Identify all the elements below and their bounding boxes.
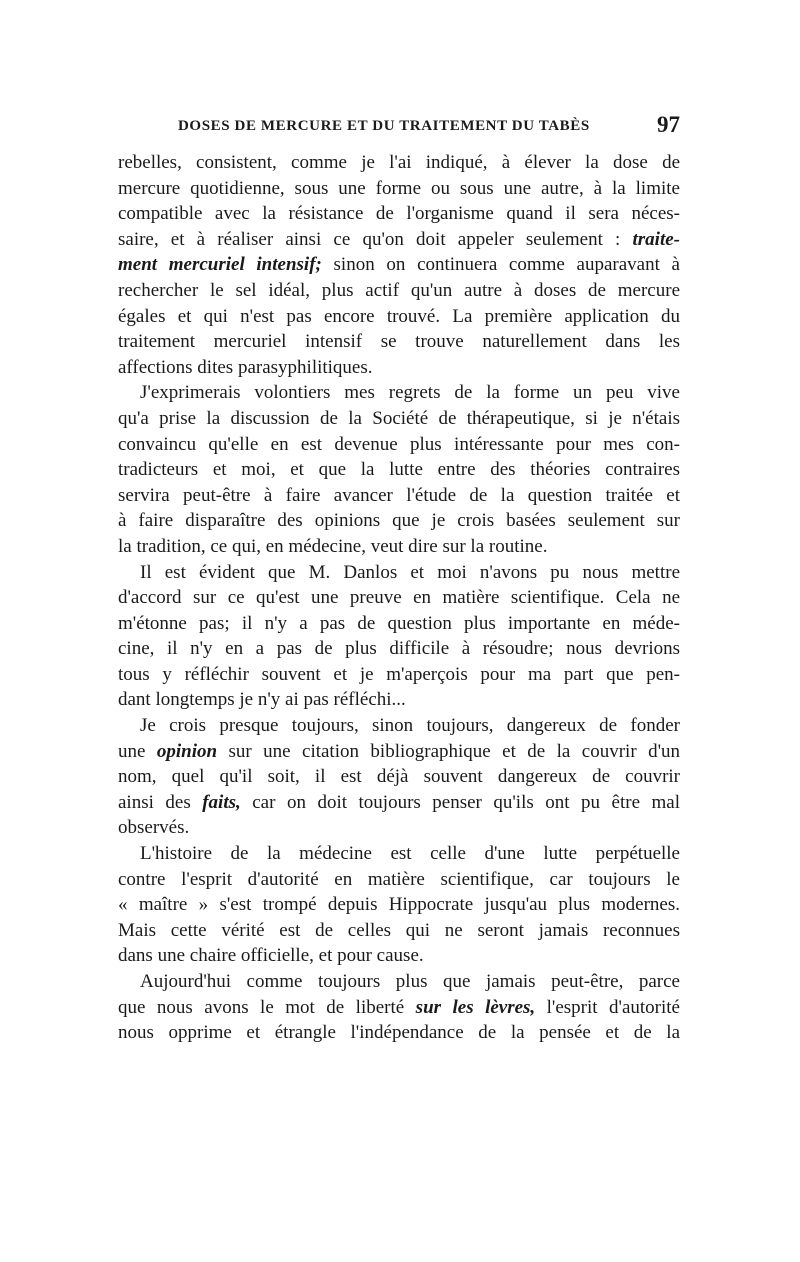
- text-line: nous opprime et étrangle l'indépendance de la pensée et de la: [118, 1022, 680, 1044]
- italic-term: sur les lèvres,: [415, 996, 536, 1018]
- text-line: que nous avons le mot de liberté sur les lèvres, l'esprit d'autorité: [118, 996, 680, 1018]
- text-line: rechercher le sel idéal, plus actif qu'un autre à doses de mercure: [118, 279, 680, 301]
- italic-term: ment mercuriel intensif;: [118, 254, 322, 276]
- text-line: qu'a prise la discussion de la Société de thérapeutique, si je n'étais: [118, 407, 680, 429]
- text-line: dans une chaire officielle, et pour cause.: [118, 945, 424, 967]
- text-line: d'accord sur ce qu'est une preuve en matière scientifique. Cela ne: [118, 587, 680, 609]
- text-line: ainsi des faits, car on doit toujours penser qu'ils ont pu être mal: [118, 791, 680, 813]
- text-line: ment mercuriel intensif; sinon on continuera comme auparavant à: [118, 254, 680, 276]
- text-line: m'étonne pas; il n'y a pas de question plus importante en méde-: [118, 612, 680, 634]
- text-line: la tradition, ce qui, en médecine, veut dire sur la routine.: [118, 535, 548, 557]
- text-line: compatible avec la résistance de l'organisme quand il sera néces-: [118, 203, 680, 225]
- text-line: égales et qui n'est pas encore trouvé. La première application du: [118, 305, 680, 327]
- text-line: L'histoire de la médecine est celle d'une lutte perpétuelle: [140, 843, 680, 865]
- text-line: saire, et à réaliser ainsi ce qu'on doit appeler seulement : traite-: [118, 228, 680, 250]
- text-line: convaincu qu'elle en est devenue plus intéressante pour mes con-: [118, 433, 680, 455]
- book-page: [118, 112, 680, 1046]
- text-line: J'exprimerais volontiers mes regrets de la forme un peu vive: [140, 382, 680, 404]
- body-text: [118, 150, 680, 1046]
- page-header: [118, 112, 680, 142]
- text-line: affections dites parasyphilitiques.: [118, 356, 373, 378]
- text-line: à faire disparaître des opinions que je crois basées seulement sur: [118, 510, 680, 532]
- text-line: tradicteurs et moi, et que la lutte entre des théories contraires: [118, 459, 680, 481]
- text-line: Mais cette vérité est de celles qui ne seront jamais reconnues: [118, 919, 680, 941]
- text-line: observés.: [118, 817, 190, 839]
- text-line: tous y réfléchir souvent et je m'aperçois pour ma part que pen-: [118, 663, 680, 685]
- italic-term: opinion: [156, 740, 218, 762]
- text-line: « maître » s'est trompé depuis Hippocrate jusqu'au plus modernes.: [118, 894, 680, 916]
- text-line: contre l'esprit d'autorité en matière scientifique, car toujours le: [118, 868, 680, 890]
- text-line: Je crois presque toujours, sinon toujours, dangereux de fonder: [140, 715, 680, 737]
- text-line: servira peut-être à faire avancer l'étude de la question traitée et: [118, 484, 680, 506]
- italic-term: faits,: [202, 791, 241, 813]
- text-line: traitement mercuriel intensif se trouve naturellement dans les: [118, 331, 680, 353]
- running-head: DOSES DE MERCURE ET DU TRAITEMENT DU TABÈS: [178, 118, 590, 134]
- page-number: 97: [657, 112, 680, 137]
- text-line: une opinion sur une citation bibliographique et de la couvrir d'un: [118, 740, 681, 762]
- italic-term: traite-: [632, 228, 680, 250]
- text-line: Il est évident que M. Danlos et moi n'avons pu nous mettre: [140, 561, 680, 583]
- text-line: mercure quotidienne, sous une forme ou sous une autre, à la limite: [118, 177, 680, 199]
- text-line: Aujourd'hui comme toujours plus que jamais peut-être, parce: [140, 971, 680, 992]
- text-line: nom, quel qu'il soit, il est déjà souvent dangereux de couvrir: [118, 766, 680, 788]
- text-line: cine, il n'y en a pas de plus difficile à résoudre; nous devrions: [118, 638, 680, 660]
- text-line: rebelles, consistent, comme je l'ai indiqué, à élever la dose de: [118, 152, 680, 173]
- text-line: dant longtemps je n'y ai pas réfléchi...: [118, 689, 406, 711]
